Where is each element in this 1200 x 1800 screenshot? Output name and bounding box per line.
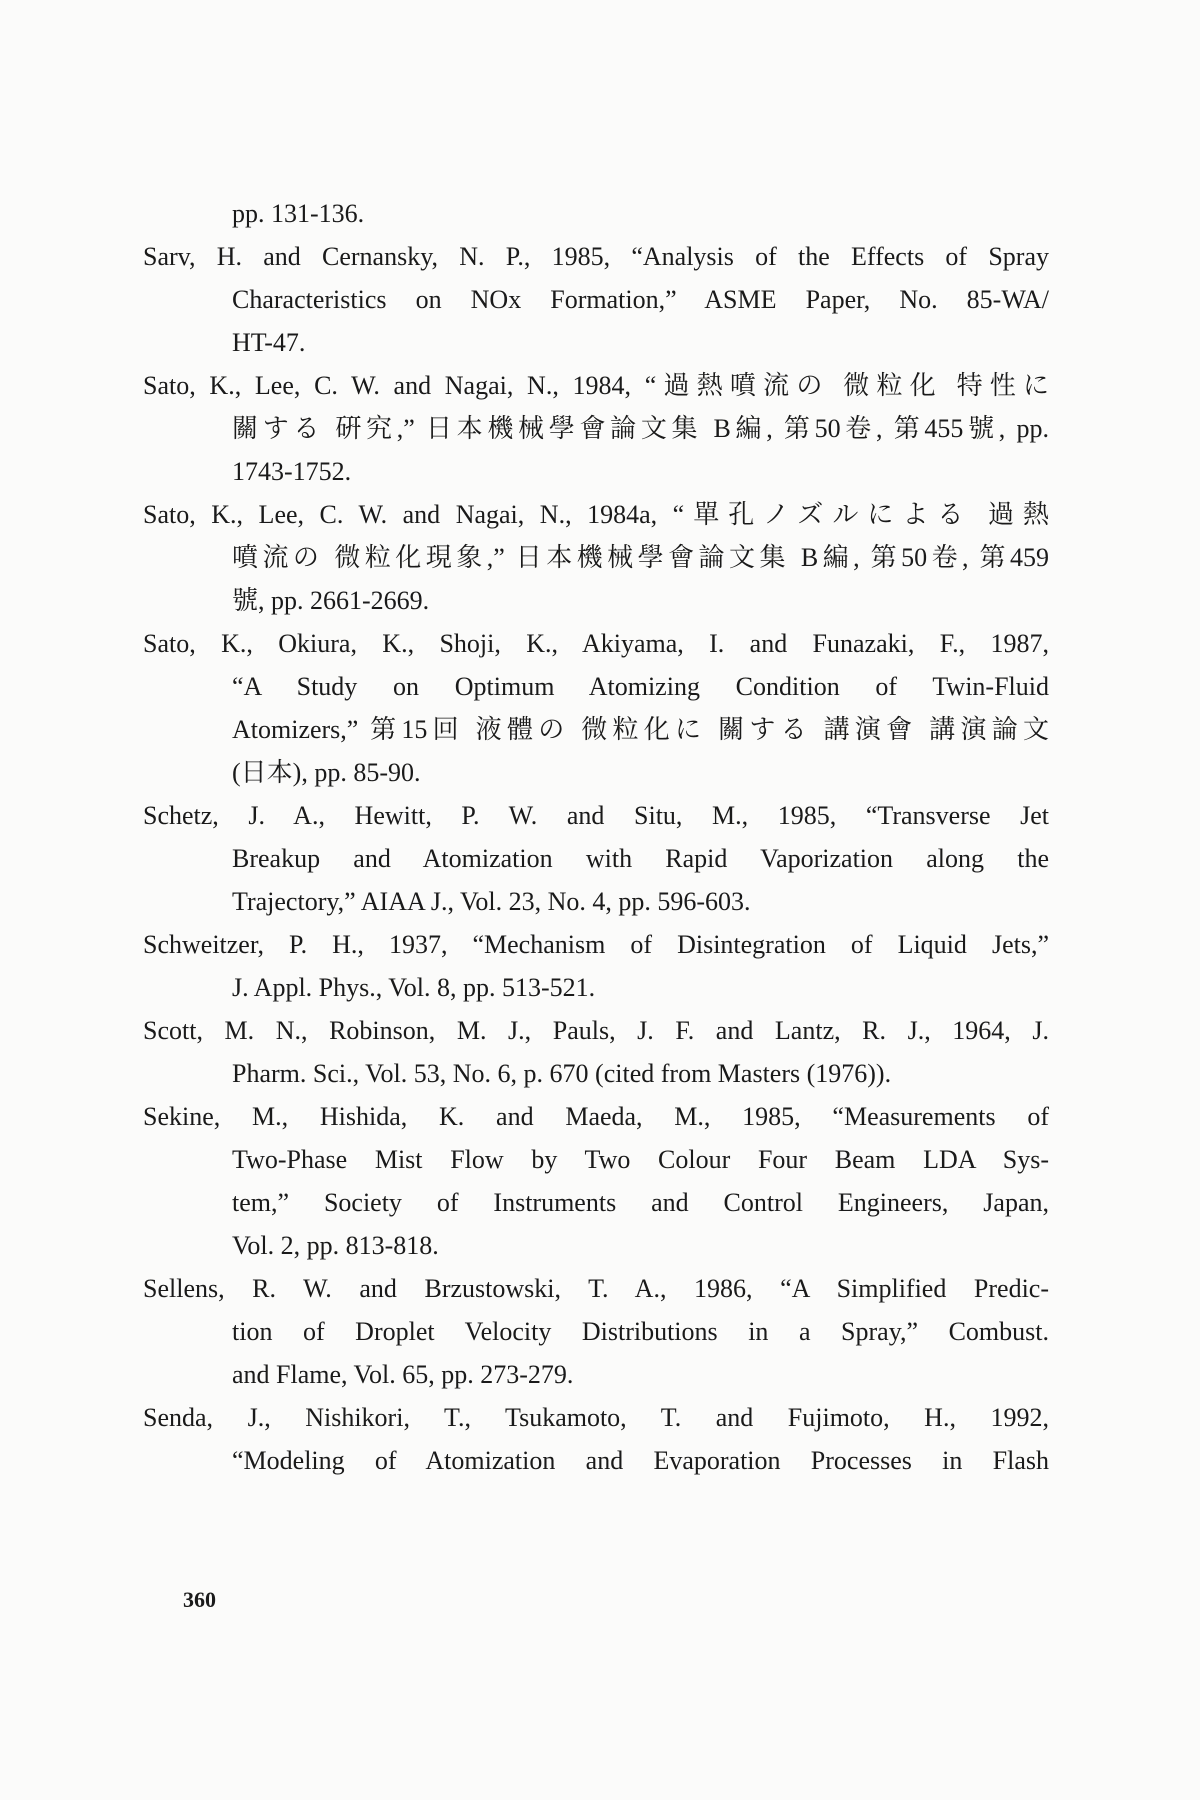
reference-line: Breakup and Atomization with Rapid Vaporization along the <box>232 844 1049 873</box>
reference-line: 關する 硏究,” 日本機械學會論文集 B編, 第50卷, 第455號, pp. <box>232 414 1049 443</box>
reference-line: “Modeling of Atomization and Evaporation Processes in Flash <box>232 1446 1049 1475</box>
reference-line: Sato, K., Lee, C. W. and Nagai, N., 1984, “過熱噴流の 微粒化 特性に <box>143 371 1049 400</box>
reference-entry <box>143 622 1049 794</box>
reference-line: Pharm. Sci., Vol. 53, No. 6, p. 670 (cited from Masters (1976)). <box>232 1059 892 1088</box>
reference-line: Senda, J., Nishikori, T., Tsukamoto, T. and Fujimoto, H., 1992, <box>143 1403 1049 1432</box>
reference-line: tem,” Society of Instruments and Control Engineers, Japan, <box>232 1188 1049 1217</box>
reference-line: Scott, M. N., Robinson, M. J., Pauls, J. F. and Lantz, R. J., 1964, J. <box>143 1016 1049 1045</box>
reference-entry <box>143 1267 1049 1396</box>
reference-line: and Flame, Vol. 65, pp. 273-279. <box>232 1360 574 1389</box>
reference-line: “A Study on Optimum Atomizing Condition of Twin-Fluid <box>232 672 1049 701</box>
reference-list <box>143 192 1049 1482</box>
reference-line: Sarv, H. and Cernansky, N. P., 1985, “Analysis of the Effects of Spray <box>143 242 1049 271</box>
reference-line: 噴流の 微粒化現象,” 日本機械學會論文集 B編, 第50卷, 第459 <box>232 543 1049 572</box>
reference-entry <box>143 493 1049 622</box>
reference-line: tion of Droplet Velocity Distributions in a Spray,” Combust. <box>232 1317 1049 1346</box>
reference-line: J. Appl. Phys., Vol. 8, pp. 513-521. <box>232 973 596 1002</box>
reference-line: Sellens, R. W. and Brzustowski, T. A., 1986, “A Simplified Predic- <box>143 1274 1049 1303</box>
reference-line: Atomizers,” 第15回 液體の 微粒化に 關する 講演會 講演論文 <box>232 715 1049 744</box>
reference-entry <box>143 192 1049 235</box>
reference-line: Schweitzer, P. H., 1937, “Mechanism of Disintegration of Liquid Jets,” <box>143 930 1049 959</box>
reference-line: Vol. 2, pp. 813-818. <box>232 1231 439 1260</box>
page-number: 360 <box>183 1587 216 1612</box>
reference-line: 號, pp. 2661-2669. <box>232 586 430 615</box>
reference-line: Trajectory,” AIAA J., Vol. 23, No. 4, pp. 596-603. <box>232 887 751 916</box>
reference-entry <box>143 923 1049 1009</box>
reference-line: (日本), pp. 85-90. <box>232 758 421 787</box>
reference-line: Schetz, J. A., Hewitt, P. W. and Situ, M., 1985, “Transverse Jet <box>143 801 1049 830</box>
reference-entry <box>143 1396 1049 1482</box>
reference-line: Sato, K., Okiura, K., Shoji, K., Akiyama, I. and Funazaki, F., 1987, <box>143 629 1049 658</box>
reference-line: HT-47. <box>232 328 306 357</box>
reference-entry <box>143 235 1049 364</box>
reference-line: Characteristics on NOx Formation,” ASME Paper, No. 85-WA/ <box>232 285 1049 314</box>
reference-entry <box>143 1009 1049 1095</box>
reference-entry <box>143 1095 1049 1267</box>
reference-entry <box>143 794 1049 923</box>
reference-line: pp. 131-136. <box>232 199 365 228</box>
reference-line: Sekine, M., Hishida, K. and Maeda, M., 1985, “Measurements of <box>143 1102 1049 1131</box>
reference-line: 1743-1752. <box>232 457 352 486</box>
reference-line: Sato, K., Lee, C. W. and Nagai, N., 1984a, “單孔ノズルによる 過熱 <box>143 500 1049 529</box>
reference-line: Two-Phase Mist Flow by Two Colour Four Beam LDA Sys- <box>232 1145 1049 1174</box>
reference-entry <box>143 364 1049 493</box>
